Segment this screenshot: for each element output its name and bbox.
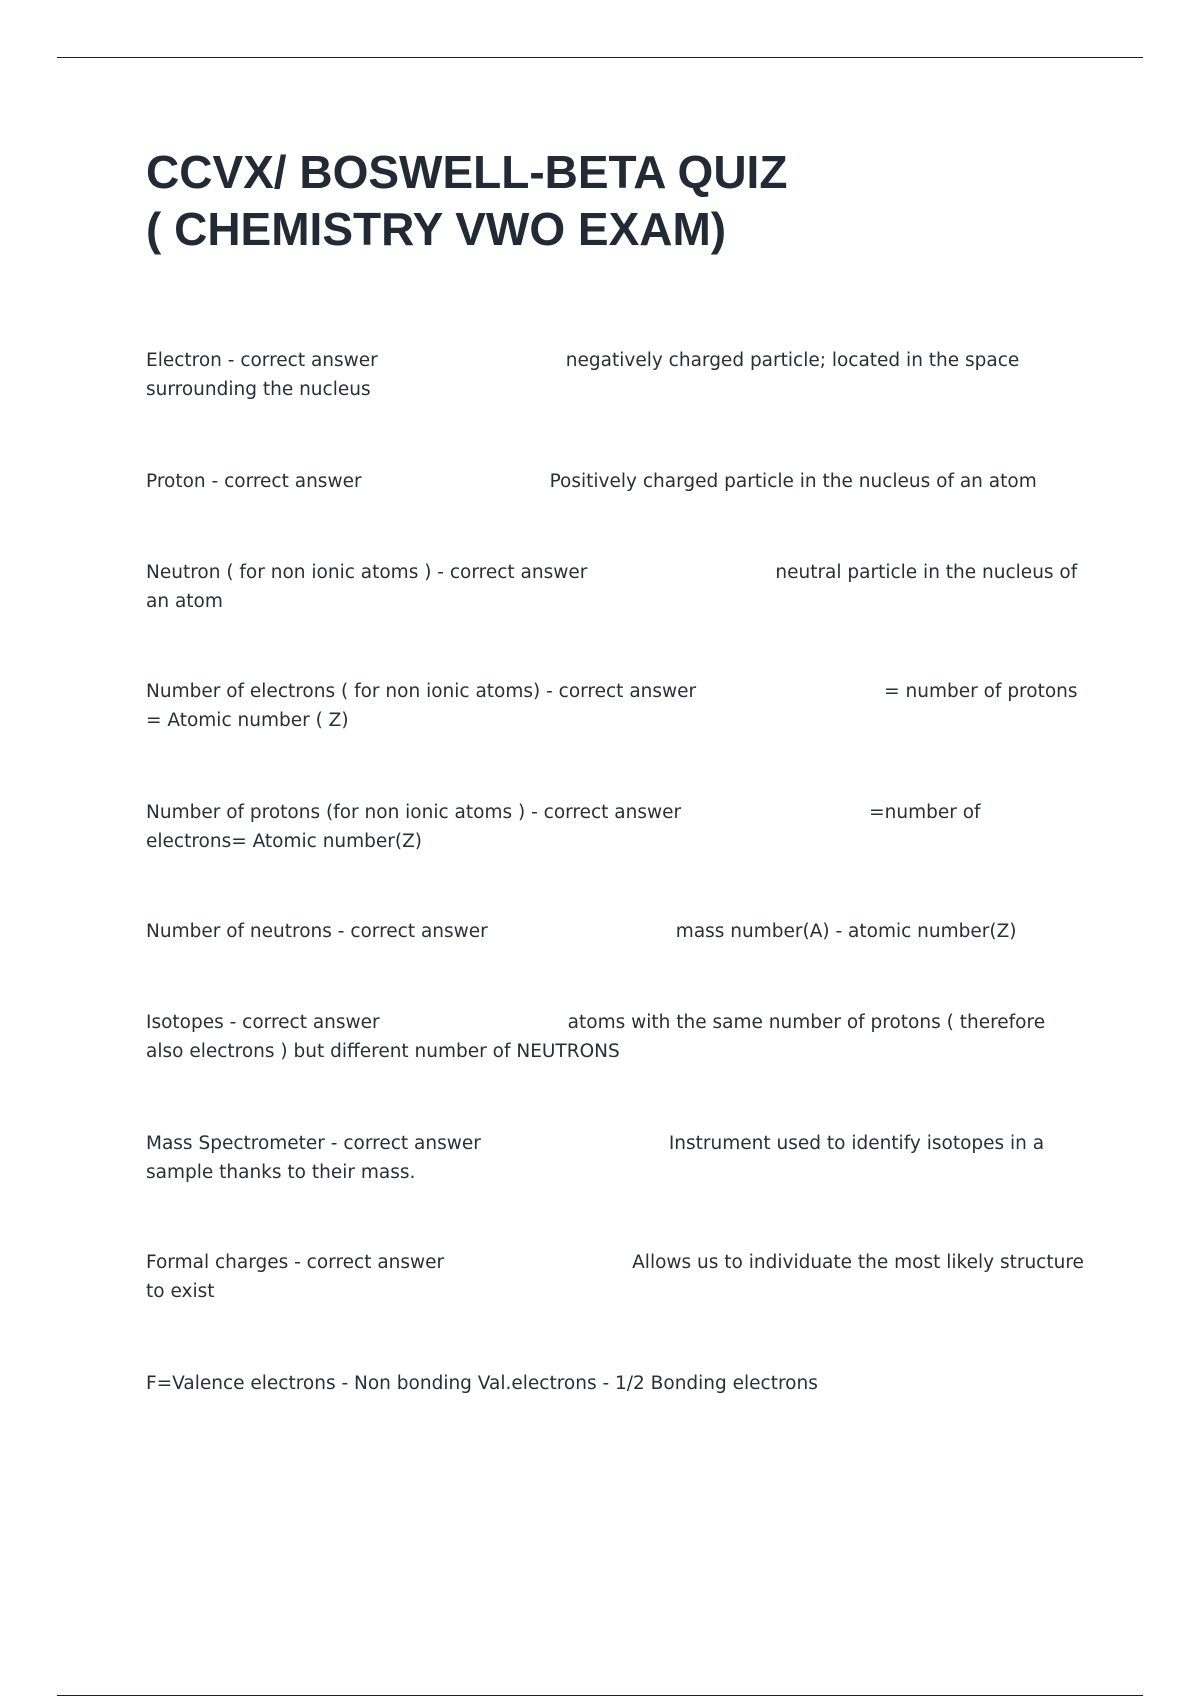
title-line-1: CCVX/ BOSWELL-BETA QUIZ [146, 146, 788, 198]
qa-answer: neutral particle in the nucleus of an atom [146, 562, 1078, 612]
qa-answer: Allows us to individuate the most likely structure to exist [146, 1252, 1084, 1302]
bottom-rule [57, 1695, 1143, 1696]
title-line-2: ( CHEMISTRY VWO EXAM) [146, 203, 727, 255]
qa-item-proton [146, 467, 1086, 496]
qa-term: Formal charges - correct answer [146, 1252, 445, 1273]
qa-answer: Positively charged particle in the nucleus of an atom [549, 471, 1037, 492]
qa-term: Electron - correct answer [146, 350, 378, 371]
qa-item-mass-spectrometer [146, 1129, 1086, 1187]
qa-answer: negatively charged particle; located in the space surrounding the nucleus [146, 350, 1020, 400]
qa-term: Proton - correct answer [146, 471, 362, 492]
qa-answer: Instrument used to identify isotopes in a sample thanks to their mass. [146, 1133, 1045, 1183]
qa-term: Number of protons (for non ionic atoms ) - correct answer [146, 802, 682, 823]
qa-item-electron [146, 346, 1086, 404]
formal-charge-formula: F=Valence electrons - Non bonding Val.electrons - 1/2 Bonding electrons [146, 1373, 818, 1394]
top-rule [57, 57, 1143, 58]
qa-term: Neutron ( for non ionic atoms ) - correct answer [146, 562, 588, 583]
qa-item-number-of-protons [146, 798, 1086, 856]
qa-term: Number of neutrons - correct answer [146, 921, 488, 942]
qa-answer: mass number(A) - atomic number(Z) [675, 921, 1017, 942]
qa-term: Number of electrons ( for non ionic atoms) - correct answer [146, 681, 697, 702]
qa-item-formal-charges [146, 1248, 1086, 1306]
qa-item-isotopes [146, 1008, 1086, 1066]
qa-answer: = number of protons = Atomic number ( Z) [146, 681, 1078, 731]
page-title [146, 144, 1086, 258]
qa-answer: atoms with the same number of protons ( therefore also electrons ) but different number of NEUTRONS [146, 1012, 1046, 1062]
qa-answer: =number of electrons= Atomic number(Z) [146, 802, 981, 852]
qa-term: Isotopes - correct answer [146, 1012, 380, 1033]
qa-item-number-of-electrons [146, 677, 1086, 735]
qa-item-neutron [146, 558, 1086, 616]
qa-term: Mass Spectrometer - correct answer [146, 1133, 481, 1154]
qa-item-number-of-neutrons [146, 917, 1086, 946]
